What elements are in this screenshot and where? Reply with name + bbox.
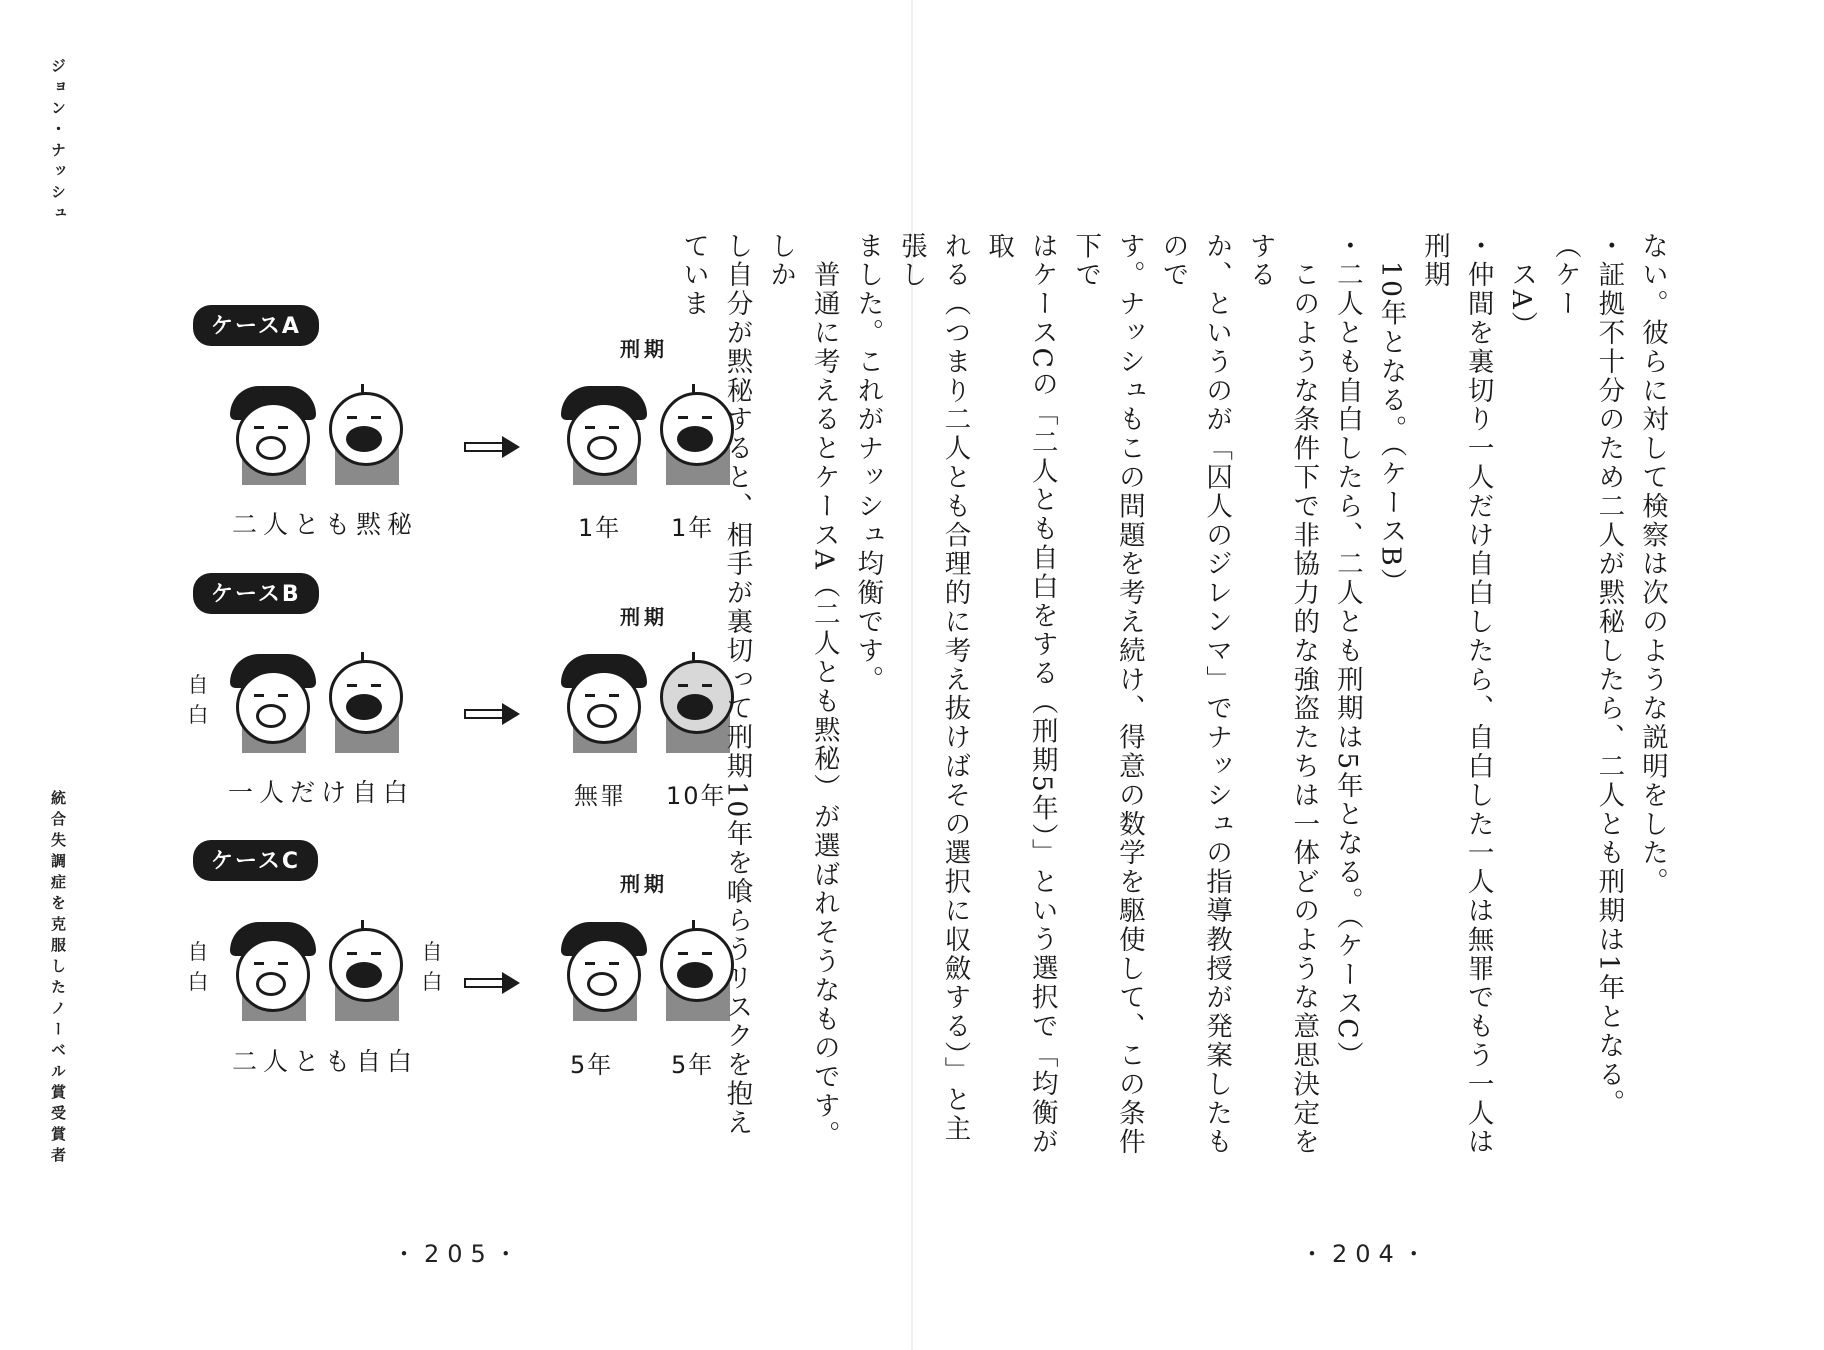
- prisoner-bald-figure: [325, 392, 409, 482]
- text-line: 普通に考えるとケースA（二人とも黙秘）が選ばれそうなものです。しか: [765, 232, 840, 1150]
- page-number-right: ・204・: [1300, 1240, 1434, 1268]
- case-c-result-right: 5年: [671, 1051, 715, 1079]
- case-a-caption: 二人とも黙秘: [232, 510, 419, 539]
- text-line: ・仲間を裏切り一人だけ自白したら、自白した一人は無罪でもう一人は刑期: [1419, 232, 1494, 1157]
- text-line: か、というのが「囚人のジレンマ」でナッシュの指導教授が発案したもので: [1157, 232, 1233, 1157]
- case-c-speech-left: 自白: [187, 940, 209, 994]
- arrow-right-icon: [464, 972, 524, 994]
- prisoner-curly-figure: [563, 392, 647, 482]
- case-b-result-left: 無罪: [574, 782, 626, 810]
- text-line: このような条件下で非協力的な強盗たちは一体どのような意思決定をする: [1244, 232, 1320, 1157]
- prisoner-curly-figure: [563, 660, 647, 750]
- case-c-tag: ケースC: [193, 840, 318, 881]
- case-a-tag: ケースA: [193, 305, 319, 346]
- text-line: ・証拠不十分のため二人が黙秘したら、二人とも刑期は1年となる。（ケー: [1549, 232, 1625, 1119]
- text-line: ・二人とも自白したら、二人とも刑期は5年となる。（ケースC）: [1331, 232, 1363, 1070]
- prisoner-curly-figure: [232, 660, 316, 750]
- prisoner-curly-figure: [563, 928, 647, 1018]
- text-line: す。ナッシュもこの問題を考え続け、得意の数学を駆使して、この条件下で: [1070, 232, 1145, 1157]
- text-line: ました。これがナッシュ均衡です。: [852, 232, 884, 695]
- running-head-subtitle: 統合失調症を克服したノーベル賞受賞者: [49, 790, 67, 1168]
- case-b-caption: 一人だけ自白: [228, 778, 415, 807]
- text-line: し自分が黙秘すると、相手が裏切って刑期10年を喰らうリスクを抱えていま: [677, 232, 753, 1138]
- case-c-caption: 二人とも自白: [232, 1047, 419, 1076]
- prisoner-curly-figure: [232, 928, 316, 1018]
- prisoner-bald-figure: [325, 928, 409, 1018]
- text-line: れる（つまり二人とも合理的に考え抜けばその選択に収斂する）」と主張し: [895, 232, 971, 1144]
- text-line: はケースCの「二人とも自白をする（刑期5年）」という選択で「均衡が取: [983, 232, 1058, 1157]
- case-b-result-right: 10年: [666, 782, 727, 810]
- page-number-left: ・205・: [392, 1240, 526, 1268]
- text-line: スA）: [1506, 232, 1538, 341]
- body-text: [671, 232, 1674, 1162]
- prisoner-curly-figure: [232, 392, 316, 482]
- case-a-term-label: 刑期: [620, 337, 668, 361]
- prisoner-bald-figure: [325, 660, 409, 750]
- text-line: ない。彼らに対して検察は次のような説明をした。: [1637, 232, 1668, 897]
- running-head-chapter: ジョン・ナッシュ: [49, 58, 67, 226]
- case-c-term-label: 刑期: [620, 872, 668, 896]
- case-c-result-left: 5年: [570, 1051, 614, 1079]
- arrow-right-icon: [464, 703, 524, 725]
- case-b-tag: ケースB: [193, 573, 319, 614]
- case-a-result-right: 1年: [671, 514, 715, 542]
- case-b-speech-left: 自白: [187, 673, 209, 727]
- arrow-right-icon: [464, 436, 524, 458]
- case-a-result-left: 1年: [578, 514, 622, 542]
- text-line: 10年となる。（ケースB）: [1375, 232, 1407, 598]
- case-c-speech-right: 自白: [421, 940, 443, 994]
- case-b-term-label: 刑期: [620, 605, 668, 629]
